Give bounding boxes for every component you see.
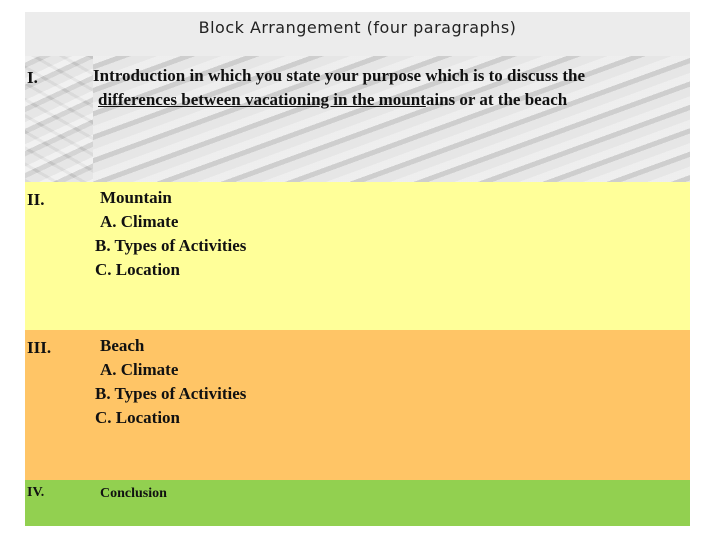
slide-title: Block Arrangement (four paragraphs) [25, 12, 690, 56]
row-beach [25, 330, 690, 480]
introduction-line-1: Introduction in which you state your purpose which is to discuss the [93, 66, 585, 85]
row-numeral: I. [27, 68, 38, 87]
outline-item: B. Types of Activities [95, 384, 247, 403]
outline-item: C. Location [95, 408, 180, 427]
beach-outline [95, 334, 246, 430]
outline-item: A. Climate [100, 360, 179, 379]
mountain-outline [95, 186, 246, 282]
introduction-text [93, 64, 688, 112]
introduction-line-2 [93, 90, 567, 109]
conclusion-text: Conclusion [100, 486, 167, 501]
outline-item: C. Location [95, 260, 180, 279]
outline-item: B. Types of Activities [95, 236, 247, 255]
outline-heading: Beach [100, 336, 145, 355]
underlined-phrase: differences between vacationing in the mount [98, 90, 426, 109]
outline-heading: Mountain [100, 188, 172, 207]
row-numeral: IV. [27, 485, 45, 500]
row-mountain [25, 182, 690, 330]
row-numeral: II. [27, 190, 45, 209]
row-conclusion [25, 480, 690, 526]
row-numeral: III. [27, 338, 52, 357]
introduction-line-2-rest: ains or at the beach [425, 90, 568, 109]
row-introduction [25, 56, 690, 182]
outline-item: A. Climate [100, 212, 179, 231]
